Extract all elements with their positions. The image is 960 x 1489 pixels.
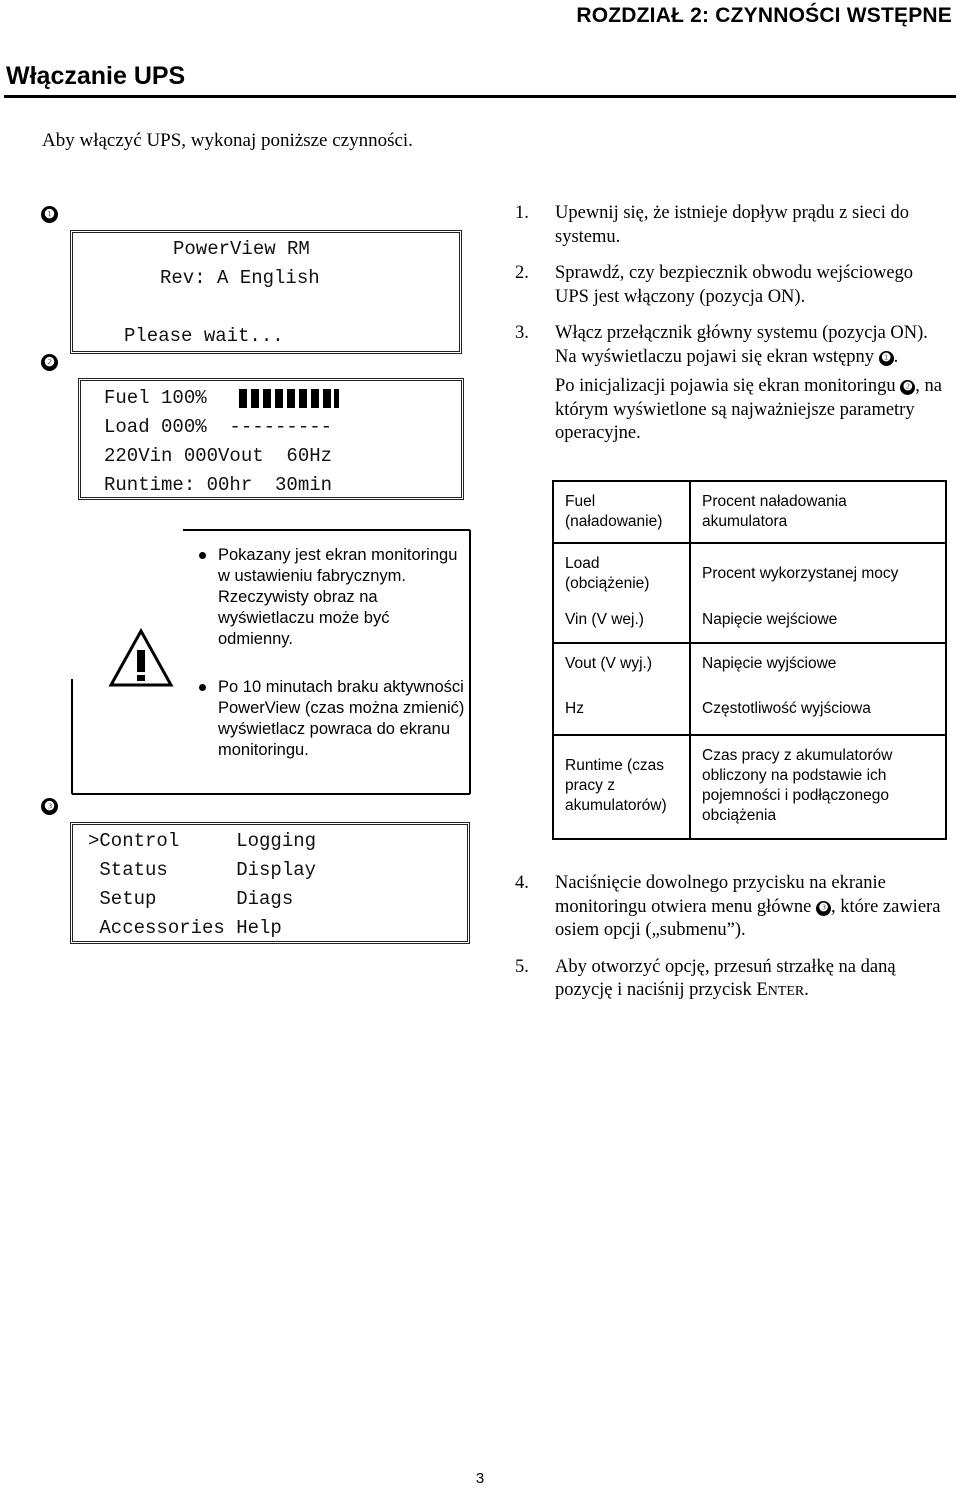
- param-name: Load (obciążenie): [553, 543, 690, 598]
- step-text: Aby otworzyć opcję, przesuń strzałkę na daną pozycję i naciśnij przycisk E: [555, 956, 896, 1000]
- marker-2: ❷: [41, 354, 58, 371]
- note-bullet: Pokazany jest ekran monitoringu w ustawieniu fabrycznym. Rzeczywisty obraz na wyświetlaczu może być odmienny.: [197, 545, 467, 650]
- param-name: Hz: [553, 684, 690, 735]
- inline-marker-1: ❶: [879, 351, 894, 366]
- param-desc: Napięcie wyjściowe: [702, 655, 837, 672]
- fuel-bar: [239, 389, 339, 408]
- table-row: [553, 598, 946, 643]
- step-3: [515, 322, 945, 446]
- param-name: Vin (V wej.): [553, 598, 690, 643]
- lcd-line: PowerView RM: [173, 238, 310, 260]
- step-text: .: [804, 980, 809, 1000]
- param-desc: Procent wykorzystanej mocy: [702, 565, 899, 582]
- param-desc: Częstotliwość wyjściowa: [690, 684, 946, 735]
- chapter-title: ROZDZIAŁ 2: CZYNNOŚCI WSTĘPNE: [576, 4, 952, 27]
- lcd-line: Setup Diags: [88, 888, 294, 910]
- table-row: [553, 684, 946, 735]
- param-name: Vout (V wyj.): [553, 643, 690, 684]
- intro-text: Aby włączyć UPS, wykonaj poniższe czynności.: [42, 130, 413, 151]
- page-number: 3: [475, 1470, 485, 1487]
- param-name: Fuel (naładowanie): [553, 481, 690, 543]
- lcd-line: Accessories Help: [88, 917, 282, 939]
- step-1: [515, 202, 945, 249]
- step-text: Sprawdź, czy bezpiecznik obwodu wejściowego UPS jest włączony (pozycja ON).: [555, 263, 914, 307]
- steps-list-bottom: [515, 872, 945, 1004]
- step-text: .: [893, 346, 899, 367]
- steps-list-top: [515, 202, 945, 446]
- step-text: Po inicjalizacji pojawia się ekran monitoringu: [555, 376, 896, 396]
- section-title: Włączanie UPS: [6, 62, 186, 90]
- table-row: [553, 481, 946, 543]
- step-text: , na którym wyświetlone są najważniejsze parametry operacyjne.: [555, 376, 942, 443]
- inline-marker-2: ❷: [900, 380, 915, 395]
- step-2: [515, 262, 945, 309]
- lcd-line: Please wait...: [124, 325, 284, 347]
- table-row: [553, 735, 946, 839]
- lcd-line: >Control Logging: [88, 830, 317, 852]
- step-number: 2.: [515, 263, 529, 283]
- step-text: Włącz przełącznik główny systemu (pozycja ON). Na wyświetlaczu pojawi się ekran wstępny: [555, 323, 928, 367]
- title-rule: [4, 95, 956, 98]
- step-text: Upewnij się, że istnieje dopływ prądu z sieci do systemu.: [555, 203, 909, 247]
- lcd-line: Fuel 100%: [104, 387, 207, 409]
- step-text: , które zawiera osiem opcji („submenu”).: [555, 896, 941, 940]
- table-row: [553, 643, 946, 684]
- lcd-line: Status Display: [88, 859, 317, 881]
- lcd-menu-screen: [70, 822, 470, 944]
- marker-3: ❸: [41, 798, 58, 815]
- step-number: 3.: [515, 323, 529, 343]
- step-number: 5.: [515, 956, 529, 977]
- step-text-smallcaps: NTER: [767, 984, 805, 999]
- note-bullet: Po 10 minutach braku aktywności PowerView (czas można zmienić) wyświetlacz powraca do ekranu monitoringu.: [197, 677, 467, 761]
- parameters-table: [552, 480, 947, 840]
- lcd-line: 220Vin 000Vout 60Hz: [104, 445, 333, 467]
- step-5: [515, 956, 945, 1004]
- inline-marker-3: ❸: [816, 901, 831, 916]
- note-bullets: [197, 545, 467, 761]
- fuel-bar-graphic: [239, 389, 339, 408]
- param-desc: Czas pracy z akumulatorów obliczony na podstawie ich pojemności i podłączonego obciążenia: [702, 747, 893, 824]
- param-desc: Procent naładowania akumulatora: [690, 481, 946, 543]
- lcd-line: Runtime: 00hr 30min: [104, 474, 333, 496]
- warning-triangle-icon: [108, 628, 174, 688]
- step-number: 4.: [515, 873, 529, 893]
- step-3-continuation: [555, 375, 945, 446]
- step-4: [515, 872, 945, 943]
- param-desc: Napięcie wejściowe: [690, 598, 946, 643]
- lcd-monitoring-screen: [78, 378, 464, 500]
- param-name: Runtime (czas pracy z akumulatorów): [553, 735, 690, 839]
- lcd-line: Load 000% ---------: [104, 416, 333, 438]
- step-text: Naciśnięcie dowolnego przycisku na ekranie monitoringu otwiera menu główne: [555, 873, 886, 917]
- marker-1: ❶: [41, 206, 58, 223]
- lcd-line: Rev: A English: [160, 267, 320, 289]
- table-row: [553, 543, 946, 598]
- step-number: 1.: [515, 203, 529, 223]
- lcd-startup-screen: [70, 230, 462, 354]
